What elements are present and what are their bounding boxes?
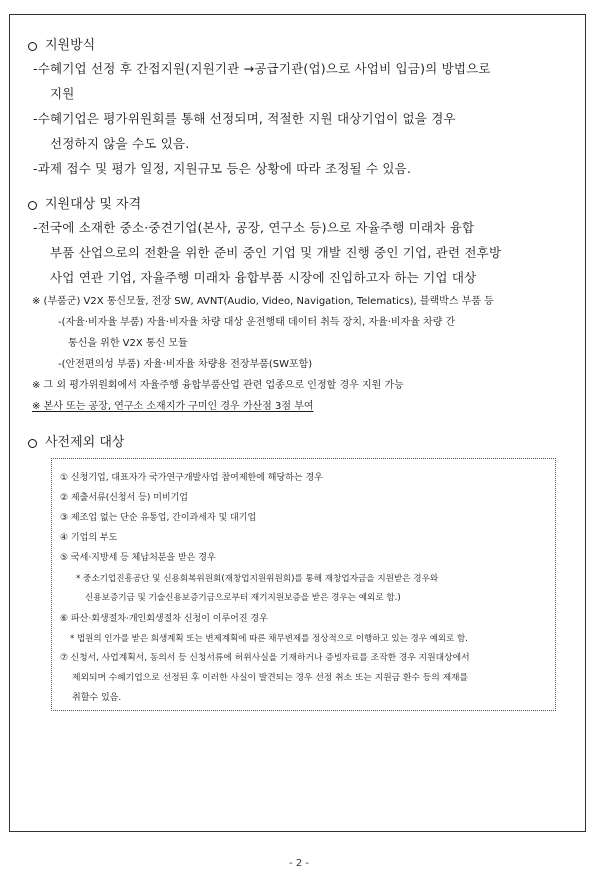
exclusion-subnote: * 법원의 인가를 받은 회생계획 또는 변제계획에 따른 채무변제를 정상적으로 이행하고 있는 경우 예외로 함. — [70, 634, 468, 644]
exclusion-item: ① 신청기업, 대표자가 국가연구개발사업 참여제한에 해당하는 경우 — [60, 473, 323, 483]
heading-text: 사전제외 대상 — [45, 435, 125, 450]
section-heading — [28, 197, 578, 213]
exclusion-item: ⑦ 신청서, 사업계획서, 동의서 등 신청서류에 허위사실을 기재하거나 증빙자료를 조작한 경우 지원대상에서 — [60, 653, 470, 663]
eligibility-body — [28, 215, 578, 290]
section-eligibility — [28, 197, 578, 417]
exclusion-item: ⑤ 국세·지방세 등 체납처분을 받은 경우 — [60, 553, 216, 563]
circle-bullet-icon — [28, 439, 37, 448]
circle-bullet-icon — [28, 201, 37, 210]
exclusion-item: ③ 제조업 없는 단순 유통업, 간이과세자 및 대기업 — [60, 513, 257, 523]
section-heading — [28, 38, 578, 54]
exclusion-subnote: 신용보증기금 및 기술신용보증기금으로부터 재기지원보증을 받은 경우는 예외로 함.) — [85, 593, 401, 603]
method-line: -과제 접수 및 평가 일정, 지원규모 등은 상황에 따라 조정될 수 있음. — [33, 161, 412, 176]
method-line: 선정하지 않을 수도 있음. — [50, 136, 190, 151]
heading-text: 지원대상 및 자격 — [45, 197, 142, 212]
note-line: -(안전편의성 부품) 자율·비자율 차량용 전장부품(SW포함) — [58, 359, 313, 370]
method-line: -수혜기업은 평가위원회를 통해 선정되며, 적절한 지원 대상기업이 없을 경우 — [33, 111, 456, 126]
circle-bullet-icon — [28, 42, 37, 51]
section-support-method — [28, 38, 578, 181]
section-exclusion — [28, 435, 578, 451]
note-line: ※ (부품군) V2X 통신모듈, 전장 SW, AVNT(Audio, Video, Navigation, Telematics), 블랙박스 부품 등 — [32, 296, 494, 307]
eligibility-notes — [28, 291, 578, 417]
note-line: -(자율·비자율 부품) 자율·비자율 차량 대상 운전행태 데이터 취득 장치, 자율·비자율 차량 간 — [58, 317, 456, 328]
exclusion-item-cont: 제외되며 수혜기업으로 선정된 후 이러한 사실이 발견되는 경우 선정 취소 또는 지원금 환수 등의 제재를 — [72, 673, 469, 683]
eligibility-line: -전국에 소재한 중소·중견기업(본사, 공장, 연구소 등)으로 자율주행 미래차 융합 — [33, 220, 475, 235]
note-line: 통신을 위한 V2X 통신 모듈 — [68, 338, 188, 349]
underlined-note: ※ 본사 또는 공장, 연구소 소재지가 구미인 경우 가산점 3점 부여 — [32, 401, 314, 412]
exclusion-item: ④ 기업의 부도 — [60, 533, 118, 543]
method-line: 지원 — [50, 86, 75, 101]
page-number: - 2 - — [289, 858, 309, 869]
exclusion-item: ② 제출서류(신청서 등) 미비기업 — [60, 493, 189, 503]
exclusion-item: ⑥ 파산·회생절차·개인회생절차 신청이 이루어진 경우 — [60, 614, 268, 624]
eligibility-line: 사업 연관 기업, 자율주행 미래차 융합부품 시장에 진입하고자 하는 기업 대상 — [50, 270, 477, 285]
exclusion-box — [51, 458, 556, 711]
heading-text: 지원방식 — [45, 38, 96, 53]
section-heading — [28, 435, 578, 451]
eligibility-line: 부품 산업으로의 전환을 위한 준비 중인 기업 및 개발 진행 중인 기업, 관련 전후방 — [50, 245, 502, 260]
exclusion-item-cont: 취할수 있음. — [72, 693, 122, 703]
note-line-underlined — [28, 396, 578, 417]
note-line: ※ 그 외 평가위원회에서 자율주행 융합부품산업 관련 업종으로 인정할 경우 지원 가능 — [32, 380, 404, 391]
method-line: -수혜기업 선정 후 간접지원(지원기관 →공급기관(업)으로 사업비 입금)의 방법으로 — [33, 61, 491, 76]
exclusion-subnote: * 중소기업진흥공단 및 신용회복위원회(재창업지원위원회)를 통해 재창업자금을 지원받은 경우와 — [76, 574, 439, 584]
method-body — [28, 56, 578, 181]
